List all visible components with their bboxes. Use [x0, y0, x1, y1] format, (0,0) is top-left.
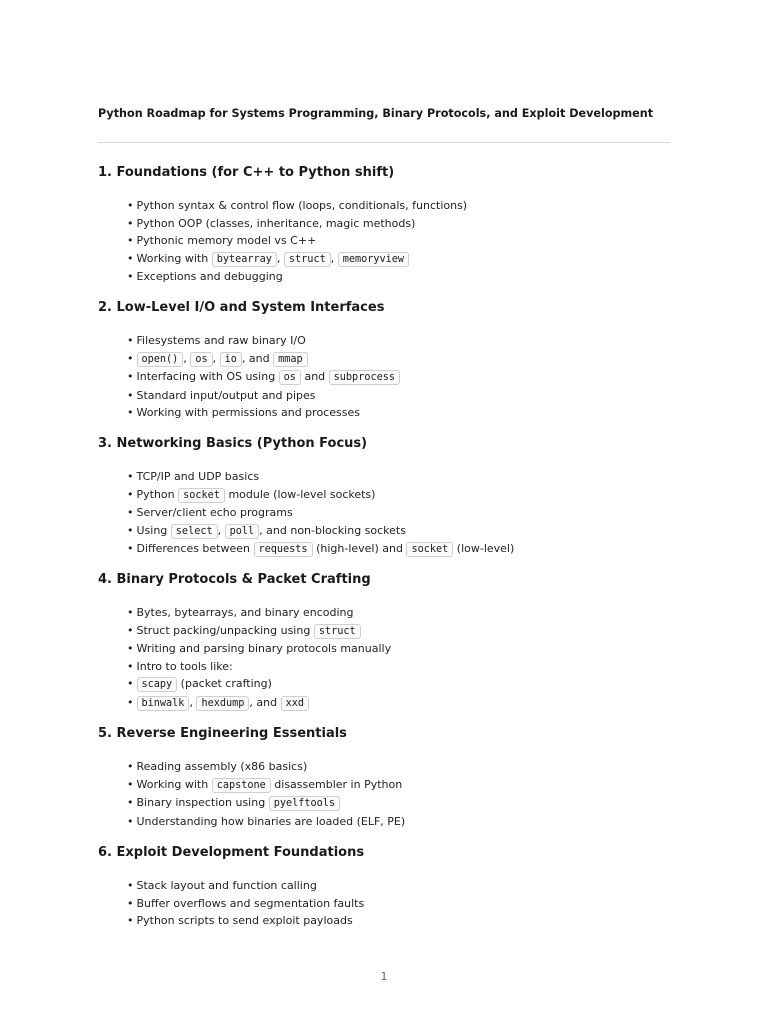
list-item — [127, 404, 400, 422]
list-item — [127, 758, 405, 776]
item-text: Python syntax & control flow (loops, conditionals, functions) — [136, 199, 468, 212]
list-item — [127, 604, 391, 622]
inline-code: scapy — [137, 677, 178, 692]
item-text: Stack layout and function calling — [136, 879, 317, 892]
inline-code: socket — [178, 488, 225, 503]
list-item — [127, 250, 467, 269]
section-item-list — [127, 332, 400, 422]
inline-code: xxd — [281, 696, 309, 711]
item-text: Working with — [136, 777, 212, 791]
bullet-icon: • — [127, 351, 134, 365]
bullet-icon: • — [127, 216, 134, 230]
item-text: Server/client echo programs — [136, 506, 293, 520]
bullet-icon: • — [127, 814, 134, 828]
inline-code: socket — [406, 542, 453, 557]
inline-code: os — [279, 370, 301, 385]
bullet-icon: • — [127, 879, 134, 892]
section-title: 1. Foundations (for C++ to Python shift) — [98, 165, 395, 180]
section-title: 2. Low-Level I/O and System Interfaces — [98, 300, 385, 315]
bullet-icon: • — [127, 677, 134, 691]
bullet-icon: • — [127, 506, 134, 520]
section-item-list — [127, 197, 467, 286]
item-text: Working with permissions and processes — [136, 406, 360, 420]
item-text: Pythonic memory model vs C++ — [136, 234, 317, 248]
inline-code: bytearray — [212, 252, 277, 267]
item-text: (packet crafting) — [177, 677, 272, 691]
item-text: , and non-blocking sockets — [259, 523, 406, 537]
item-text: , — [217, 523, 225, 537]
section-item-list — [127, 758, 405, 830]
item-text: Python — [136, 487, 179, 501]
list-item — [127, 350, 400, 369]
bullet-icon: • — [127, 270, 134, 284]
item-text: Exceptions and debugging — [136, 270, 283, 284]
list-item — [127, 877, 364, 895]
item-text: TCP/IP and UDP basics — [136, 470, 260, 483]
list-item — [127, 794, 405, 813]
item-text: Buffer overflows and segmentation faults — [136, 896, 365, 910]
inline-code: struct — [314, 624, 361, 639]
list-item — [127, 895, 364, 913]
section-title: 6. Exploit Development Foundations — [98, 845, 365, 860]
list-item — [127, 332, 400, 350]
section-6 — [98, 844, 364, 930]
bullet-icon: • — [127, 642, 134, 656]
item-text: Using — [136, 523, 171, 537]
inline-code: hexdump — [196, 696, 249, 711]
item-text: Writing and parsing binary protocols manually — [136, 642, 392, 656]
item-text: module (low-level sockets) — [224, 487, 376, 501]
section-title: 5. Reverse Engineering Essentials — [98, 726, 347, 741]
bullet-icon: • — [127, 777, 134, 791]
bullet-icon: • — [127, 487, 134, 501]
inline-code: poll — [225, 524, 260, 539]
list-item — [127, 486, 514, 505]
item-text: Reading assembly (x86 basics) — [136, 760, 308, 773]
bullet-icon: • — [127, 334, 134, 347]
item-text: , and — [241, 351, 274, 365]
section-3 — [98, 435, 514, 559]
document-page — [98, 106, 670, 928]
list-item — [127, 268, 467, 286]
inline-code: struct — [284, 252, 331, 267]
inline-code: select — [171, 524, 218, 539]
inline-code: subprocess — [329, 370, 400, 385]
inline-code: binwalk — [137, 696, 190, 711]
inline-code: os — [190, 352, 212, 367]
list-item — [127, 813, 405, 831]
inline-code: requests — [254, 542, 313, 557]
inline-code: memoryview — [338, 252, 409, 267]
section-2 — [98, 299, 400, 422]
item-text: Bytes, bytearrays, and binary encoding — [136, 606, 354, 619]
item-text: , — [183, 351, 191, 365]
item-text: Struct packing/unpacking using — [136, 623, 314, 637]
item-text: , — [212, 351, 220, 365]
item-text: Standard input/output and pipes — [136, 388, 316, 402]
list-item — [127, 387, 400, 405]
section-title: 3. Networking Basics (Python Focus) — [98, 436, 368, 451]
list-item — [127, 912, 364, 930]
item-text: disassembler in Python — [270, 777, 403, 791]
inline-code: io — [220, 352, 242, 367]
bullet-icon: • — [127, 623, 134, 637]
bullet-icon: • — [127, 470, 134, 483]
section-1 — [98, 164, 467, 286]
item-text: , and — [249, 695, 281, 709]
document-title: Python Roadmap for Systems Programming, Binary Protocols, and Exploit Development — [98, 107, 654, 120]
item-text: Python OOP (classes, inheritance, magic methods) — [136, 216, 416, 230]
list-item — [127, 215, 467, 233]
list-item — [127, 368, 400, 387]
inline-code: open() — [137, 352, 184, 367]
item-text: Filesystems and raw binary I/O — [136, 334, 306, 347]
section-item-list — [127, 604, 391, 713]
inline-code: mmap — [273, 352, 308, 367]
item-text: , — [276, 251, 284, 265]
item-text: Working with — [136, 251, 212, 265]
bullet-icon: • — [127, 914, 134, 928]
bullet-icon: • — [127, 523, 134, 537]
list-item — [127, 622, 391, 641]
list-item — [127, 640, 391, 658]
section-title: 4. Binary Protocols & Packet Crafting — [98, 572, 371, 587]
item-text: and — [300, 370, 329, 384]
bullet-icon: • — [127, 199, 134, 212]
bullet-icon: • — [127, 896, 134, 910]
item-text: , — [189, 695, 197, 709]
inline-code: pyelftools — [269, 796, 340, 811]
list-item — [127, 232, 467, 250]
item-text: Intro to tools like: — [136, 659, 233, 673]
section-4 — [98, 571, 391, 713]
page-number: 1 — [380, 970, 388, 983]
section-item-list — [127, 877, 364, 930]
section-item-list — [127, 468, 514, 559]
item-text: Binary inspection using — [136, 796, 269, 810]
bullet-icon: • — [127, 234, 134, 248]
title-divider — [98, 142, 670, 143]
item-text: Understanding how binaries are loaded (ELF, PE) — [136, 814, 406, 828]
section-5 — [98, 725, 405, 830]
item-text: (high-level) and — [312, 542, 407, 556]
bullet-icon: • — [127, 760, 134, 773]
item-text: , — [330, 251, 338, 265]
item-text: (low-level) — [453, 542, 515, 556]
list-item — [127, 658, 391, 676]
item-text: Python scripts to send exploit payloads — [136, 914, 353, 928]
inline-code: capstone — [212, 778, 271, 793]
list-item — [127, 468, 514, 486]
list-item — [127, 504, 514, 522]
list-item — [127, 675, 391, 694]
bullet-icon: • — [127, 388, 134, 402]
list-item — [127, 540, 514, 559]
list-item — [127, 694, 391, 713]
bullet-icon: • — [127, 251, 134, 265]
bullet-icon: • — [127, 659, 134, 673]
bullet-icon: • — [127, 542, 134, 556]
item-text: Differences between — [136, 542, 254, 556]
bullet-icon: • — [127, 406, 134, 420]
list-item — [127, 776, 405, 795]
item-text: Interfacing with OS using — [136, 370, 279, 384]
bullet-icon: • — [127, 606, 134, 619]
list-item — [127, 197, 467, 215]
list-item — [127, 522, 514, 541]
bullet-icon: • — [127, 370, 134, 384]
bullet-icon: • — [127, 695, 134, 709]
bullet-icon: • — [127, 796, 134, 810]
